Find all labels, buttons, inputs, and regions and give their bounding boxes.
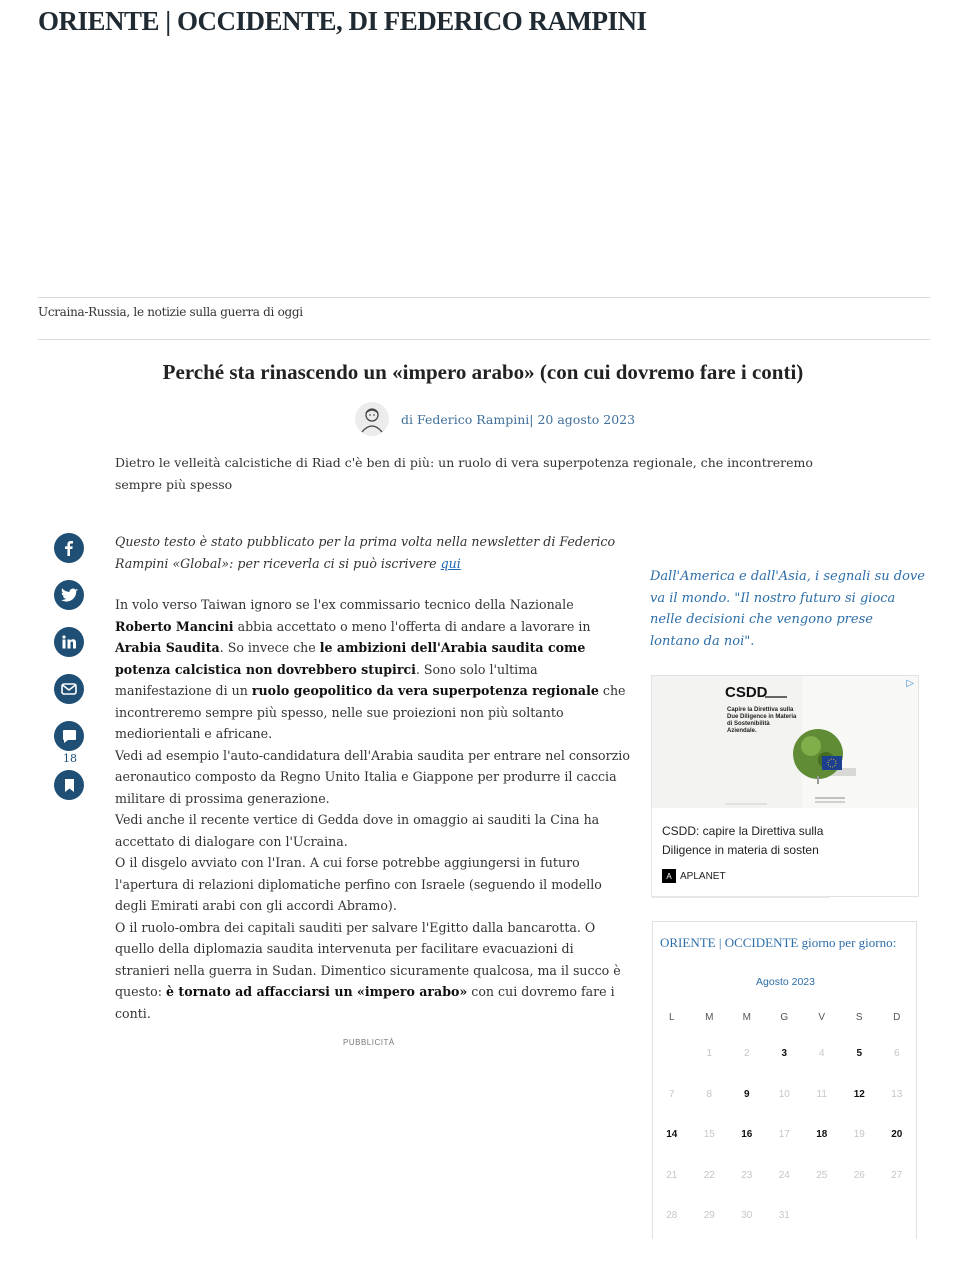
share-bar [54, 533, 86, 817]
calendar-day [803, 1210, 841, 1251]
calendar-day-link[interactable]: 14 [666, 1129, 678, 1140]
calendar-day: 1 [706, 1048, 713, 1059]
email-share-button[interactable] [54, 674, 84, 704]
calendar-day [878, 1210, 916, 1251]
calendar-day: 27 [891, 1169, 903, 1181]
linkedin-share-button[interactable] [54, 627, 84, 657]
ad-brand: CSDD [725, 684, 768, 701]
calendar-weekday: M [705, 1012, 714, 1023]
calendar-day: 8 [706, 1088, 713, 1100]
ad-image-text: Capire la Direttiva sulla Due Diligence in Materia di Sostenibilità Aziendale. [727, 707, 797, 734]
article-paragraph: In volo verso Taiwan ignoro se l'ex commissario tecnico della Nazionale Roberto Mancini abbia accettato o meno l'offerta di andare a lavorare in Arabia Saudita. So invece che le ambizioni dell'Arabia saudita come potenza calcistica non dovrebbero stupirci. Sono solo l'ultima manifestazione di un ruolo geopolitico da vera superpotenza regionale che incontreremo sempre più spesso, nelle sue proiezioni non più soltanto mediorientali e africane. [115, 597, 626, 741]
ad-source[interactable]: A APLANET [662, 869, 726, 883]
ad-label: PUBBLICITÀ [343, 1038, 395, 1047]
article-summary: Dietro le velleità calcistiche di Riad c'è ben di più: un ruolo di vera superpotenza regionale, che incontreremo sempre più spesso [115, 455, 813, 492]
article-paragraph: Vedi ad esempio l'auto-candidatura dell'Arabia saudita per entrare nel consorzio aeronautico composto da Regno Unito Italia e Giappone per produrre il caccia militare di prossima generazione. [115, 747, 630, 806]
calendar-title: ORIENTE | OCCIDENTE giorno per giorno: [660, 935, 897, 950]
calendar-day: 25 [816, 1169, 828, 1181]
newsletter-subscribe-link[interactable]: qui [440, 555, 461, 571]
article-headline: Perché sta rinascendo un «impero arabo» (con cui dovremo fare i conti) [162, 360, 804, 384]
comment-icon [62, 729, 77, 744]
article-body [115, 531, 630, 1024]
bold-link[interactable]: è tornato ad affacciarsi un «impero arabo» [165, 984, 468, 999]
divider [38, 297, 930, 298]
calendar-weekday: L [668, 1012, 675, 1023]
calendar-weekday: V [818, 1012, 826, 1023]
calendar-day: 10 [778, 1088, 790, 1100]
calendar-week [653, 1129, 918, 1170]
divider [652, 896, 830, 898]
calendar-day: 17 [778, 1129, 790, 1140]
bold-link[interactable]: Roberto Mancini [115, 618, 234, 634]
calendar-day-link[interactable]: 9 [743, 1088, 750, 1100]
aplanet-logo-icon: A [662, 869, 676, 883]
calendar-weekday: M [742, 1012, 751, 1023]
calendar-weekday: G [780, 1012, 789, 1023]
calendar-day-link[interactable]: 3 [781, 1048, 788, 1059]
calendar-grid [653, 1012, 918, 1251]
calendar-day: 6 [893, 1048, 900, 1059]
news-ticker-link[interactable]: Ucraina-Russia, le notizie sulla guerra di oggi [38, 305, 303, 319]
calendar-day: 4 [818, 1048, 825, 1059]
top-ad-space [38, 50, 928, 290]
byline [355, 402, 635, 436]
calendar-week [653, 1210, 918, 1251]
calendar-day [841, 1210, 879, 1251]
sponsored-ad[interactable] [651, 675, 919, 897]
calendar-day: 24 [778, 1169, 790, 1181]
calendar-day: 2 [743, 1048, 750, 1059]
newsletter-note: Questo testo è stato pubblicato per la prima volta nella newsletter di Federico Rampini «Global»: per riceverla ci si può iscrivere qui [115, 534, 616, 571]
twitter-icon [61, 588, 78, 603]
calendar-day: 28 [666, 1210, 678, 1221]
calendar-day-link[interactable]: 16 [741, 1129, 753, 1140]
calendar-day: 19 [853, 1129, 865, 1140]
bold-link[interactable]: le ambizioni dell'Arabia saudita come potenza calcistica non dovrebbero stupirci [115, 640, 586, 677]
divider [38, 339, 930, 340]
ad-image[interactable] [652, 676, 918, 808]
bold-link[interactable]: Arabia Saudita [115, 640, 220, 655]
calendar-day: 29 [703, 1210, 715, 1221]
calendar-week [653, 1170, 918, 1211]
calendar-day: 23 [741, 1169, 753, 1181]
calendar-day: 15 [703, 1129, 715, 1140]
blog-title[interactable]: ORIENTE | OCCIDENTE, DI FEDERICO RAMPINI [38, 6, 647, 36]
byline-text[interactable]: di Federico Rampini| 20 agosto 2023 [401, 411, 636, 427]
bold-link[interactable]: ruolo geopolitico da vera superpotenza regionale [251, 683, 599, 698]
calendar-day: 13 [891, 1088, 903, 1100]
calendar-day-link[interactable]: 18 [816, 1129, 828, 1140]
calendar-day [653, 1048, 691, 1089]
calendar-day: 26 [853, 1169, 865, 1181]
calendar-day-link[interactable]: 20 [891, 1129, 903, 1140]
calendar-day: 30 [741, 1210, 753, 1221]
calendar-day: 7 [668, 1088, 675, 1100]
calendar-day: 31 [778, 1210, 790, 1221]
calendar-day: 11 [816, 1088, 827, 1100]
facebook-icon [61, 540, 77, 556]
archive-calendar [652, 921, 917, 1239]
calendar-day-link[interactable]: 12 [853, 1088, 865, 1100]
adchoices-icon[interactable]: ▷ [906, 678, 914, 689]
calendar-month: Agosto 2023 [756, 976, 815, 988]
article-paragraph: Vedi anche il recente vertice di Gedda dove in omaggio ai sauditi la Cina ha accettato di dialogare con l'Ucraina. [115, 812, 600, 849]
calendar-weekday: D [893, 1012, 901, 1023]
comments-button[interactable] [54, 721, 84, 751]
twitter-share-button[interactable] [54, 580, 84, 610]
calendar-day: 21 [666, 1169, 678, 1181]
calendar-weekday: S [855, 1012, 863, 1023]
linkedin-icon [62, 635, 76, 649]
facebook-share-button[interactable] [54, 533, 84, 563]
calendar-week [653, 1089, 918, 1130]
comment-count[interactable]: 18 [63, 752, 77, 765]
calendar-week [653, 1048, 918, 1089]
article-paragraph: O il ruolo-ombra dei capitali sauditi per salvare l'Egitto dalla bancarotta. O quello della diplomazia saudita intervenuta per facilitare evacuazioni di stranieri nella guerra in Sudan. Dimentico sicuramente qualcosa, ma il succo è questo: è tornato ad affacciarsi un «impero arabo» con cui dovremo fare i conti. [115, 919, 621, 1021]
calendar-day-link[interactable]: 5 [856, 1048, 863, 1059]
article-paragraph: O il disgelo avviato con l'Iran. A cui forse potrebbe aggiungersi in futuro l'apertura di relazioni diplomatiche perfino con Israele (seguendo il modello degli Emirati arabi con gli accordi Abramo). [115, 855, 602, 913]
email-icon [61, 683, 77, 695]
bookmark-button[interactable] [54, 770, 84, 800]
newsletter-promo[interactable]: Dall'America e dall'Asia, i segnali su dove va il mondo. "Il nostro futuro si gioca nelle decisioni che vengono prese lontano da noi". [650, 569, 925, 649]
calendar-day: 22 [703, 1169, 715, 1181]
author-avatar[interactable] [355, 402, 389, 436]
ad-caption[interactable]: CSDD: capire la Direttiva sulla Diligence in materia di sosten [662, 824, 824, 857]
bookmark-icon [64, 779, 75, 792]
